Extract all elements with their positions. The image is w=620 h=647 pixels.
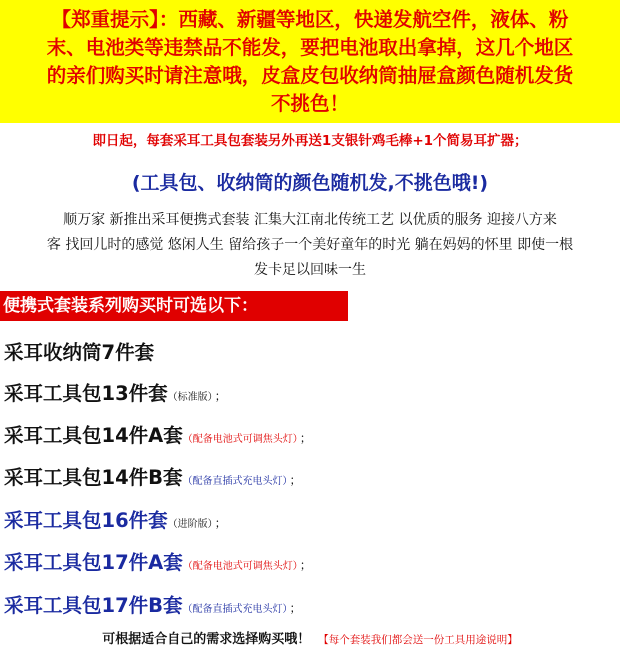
intro-line-3: 发卡足以回味一生	[254, 262, 366, 278]
intro-paragraph	[6, 208, 614, 283]
gift-promo-text: 即日起，每套采耳工具包套装另外再送1支银针鸡毛棒+1个简易耳扩器；	[92, 133, 528, 149]
option-item-3	[4, 420, 312, 448]
option-item-2	[4, 378, 227, 406]
option-item-4	[4, 462, 302, 490]
option-semicolon: ；	[214, 516, 227, 530]
option-note: （标准版）	[167, 392, 213, 403]
intro-line-1: 顺万家 新推出采耳便携式套装 汇集大江南北传统工艺 以优质的服务 迎接八方来	[63, 212, 557, 228]
option-semicolon: ；	[299, 558, 312, 572]
option-semicolon: ；	[214, 389, 227, 403]
option-semicolon: ；	[289, 601, 302, 615]
footer-line	[0, 628, 620, 647]
option-name: 采耳工具包17件A套	[4, 551, 183, 574]
option-note: （配备直插式充电头灯）	[182, 476, 288, 487]
notice-banner	[0, 0, 620, 123]
notice-line-1: 【郑重提示】：西藏、新疆等地区，快递发航空件，液体、粉	[51, 8, 569, 31]
intro-line-2: 客 找回儿时的感觉 悠闲人生 留给孩子一个美好童年的时光 躺在妈妈的怀里 即使一根	[46, 237, 574, 253]
option-item-7	[4, 590, 302, 618]
color-random-note: (工具包、收纳筒的颜色随机发,不挑色哦!)	[131, 172, 489, 194]
option-item-5	[4, 505, 227, 533]
option-note: （配备电池式可调焦头灯）	[182, 434, 298, 445]
notice-line-3: 的亲们购买时请注意哦，皮盒皮包收纳筒抽屉盒颜色随机发货	[46, 64, 574, 87]
notice-line-4: 不挑色！	[270, 92, 349, 115]
option-semicolon: ；	[289, 473, 302, 487]
option-item-6	[4, 547, 312, 575]
section-title: 便携式套装系列购买时可选以下：	[0, 291, 348, 321]
option-name: 采耳工具包14件B套	[4, 466, 183, 489]
footer-text: 可根据适合自己的需求选择购买哦！	[102, 632, 311, 647]
option-note: （进阶版）	[167, 519, 213, 530]
option-note: （配备电池式可调焦头灯）	[182, 561, 298, 572]
option-name: 采耳工具包17件B套	[4, 594, 183, 617]
option-name: 采耳工具包16件套	[4, 509, 168, 532]
option-name: 采耳工具包14件A套	[4, 424, 183, 447]
option-semicolon: ；	[299, 431, 312, 445]
option-name: 采耳工具包13件套	[4, 382, 168, 405]
footer-note: 【每个套装我们都会送一份工具用途说明】	[318, 634, 518, 646]
option-note: （配备直插式充电头灯）	[182, 604, 288, 615]
notice-line-2: 末、电池类等违禁品不能发，要把电池取出拿掉，这几个地区	[46, 36, 574, 59]
option-item-1	[4, 337, 154, 365]
option-name: 采耳收纳筒7件套	[4, 341, 155, 364]
